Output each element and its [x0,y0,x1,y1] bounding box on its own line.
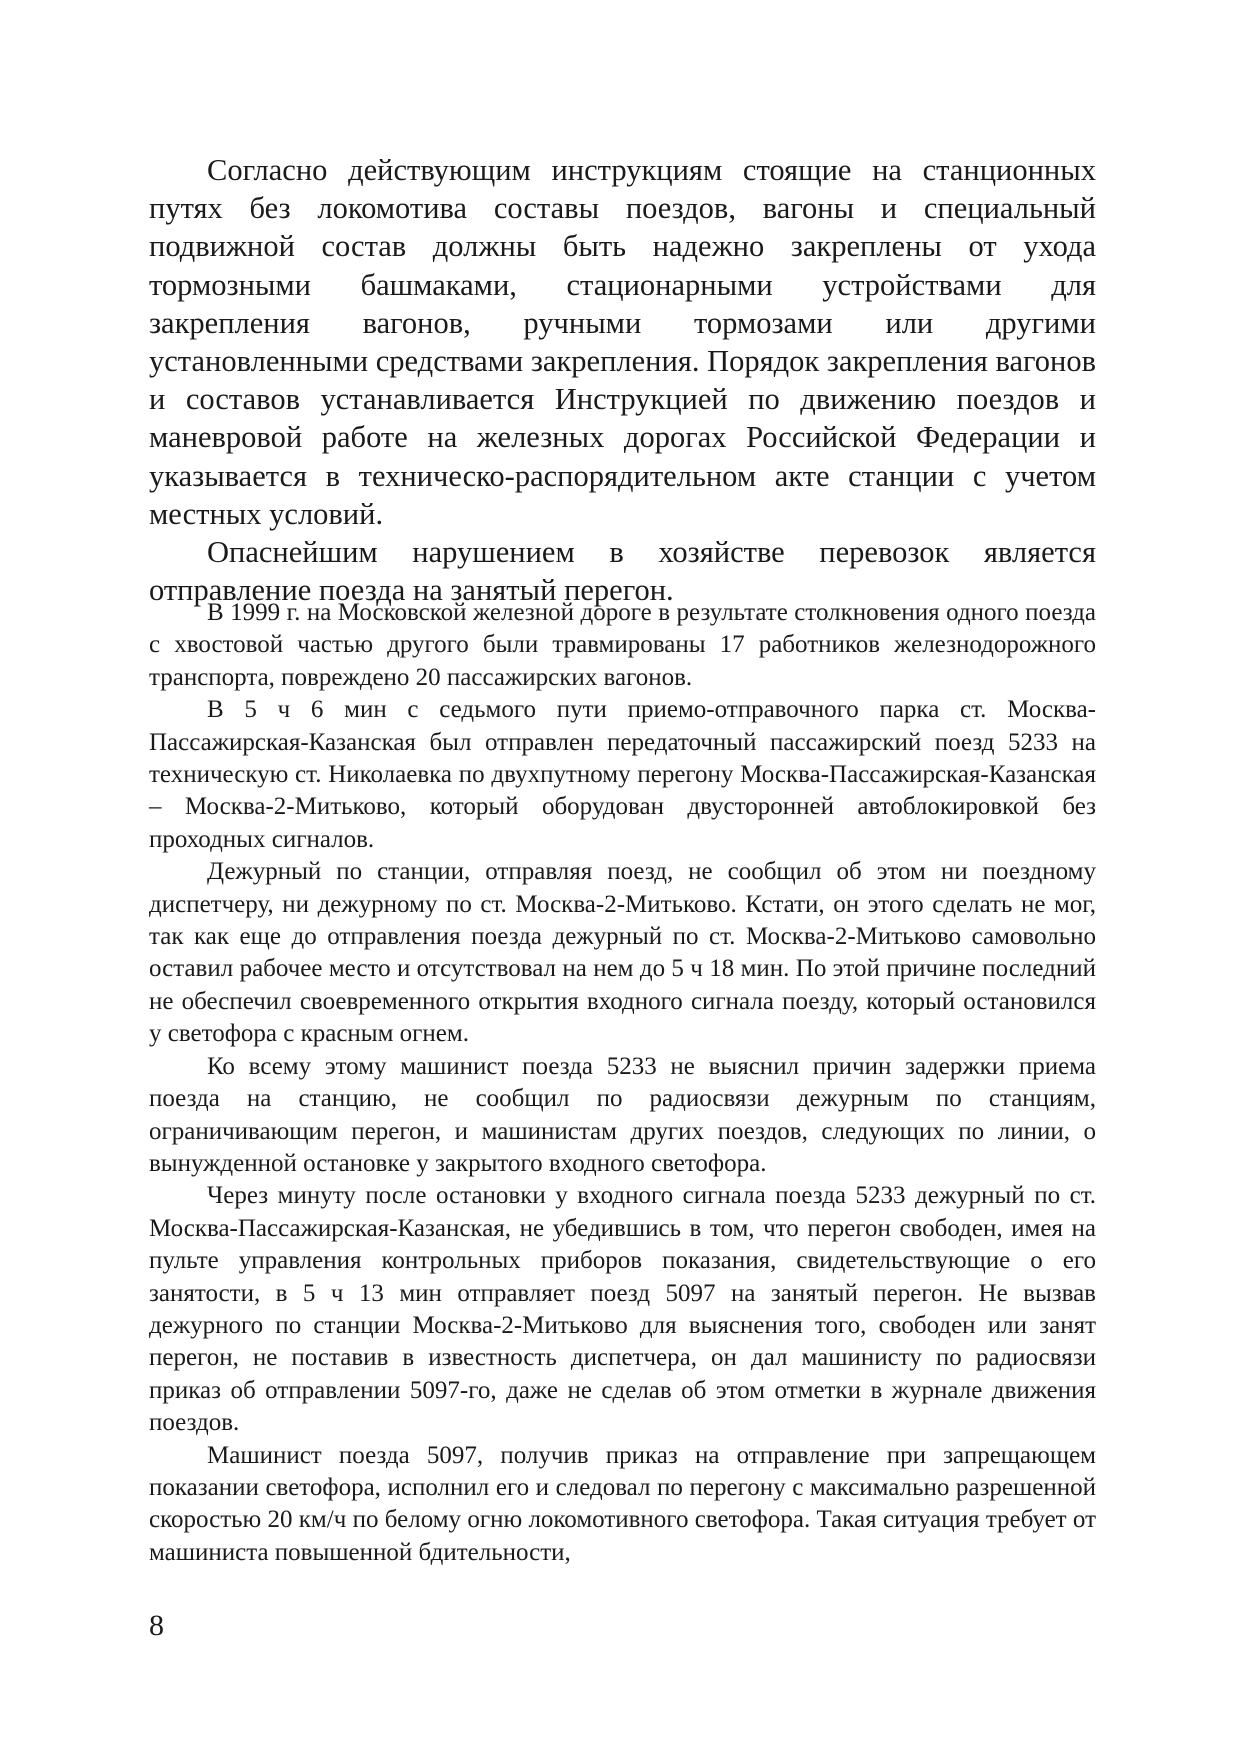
lead-paragraph-1: Согласно действующим инструкциям стоящие на станционных путях без локомотива составы поездов, вагоны и специальный подвижной состав должны быть надежно закреплены от ухода тормозными башмаками, стационарными устройствами для закрепления вагонов, ручными тормозами или другими установленными средствами закрепления. Порядок закрепления вагонов и составов устанавливается Инструкцией по движению поездов и маневровой работе на железных дорогах Российской Федерации и указывается в техническо-распорядительном акте станции с учетом местных условий. [149,153,1096,531]
lead-paragraph-2: Опаснейшим нарушением в хозяйстве перевозок является отправление поезда на занятый перегон. [149,535,1096,608]
body-paragraph-2: В 5 ч 6 мин с седьмого пути приемо-отправочного парка ст. Москва-Пассажирская-Казанская был отправлен передаточный пассажирский поезд 5233 на техническую ст. Николаевка по двухпутному перегону Москва-Пассажирская-Казанская – Москва-2-Митьково, который оборудован двусторонней автоблокировкой без проходных сигналов. [149,696,1096,853]
lead-section [149,151,1096,609]
body-paragraph-4: Ко всему этому машинист поезда 5233 не выяснил причин задержки приема поезда на станцию, не сообщил по радиосвязи дежурным по станциям, ограничивающим перегон, и машинистам других поездов, следующих по линии, о вынужденной остановке у закрытого входного светофора. [149,1052,1096,1177]
body-paragraph-3: Дежурный по станции, отправляя поезд, не сообщил об этом ни поездному диспетчеру, ни дежурному по ст. Москва-2-Митьково. Кстати, он этого сделать не мог, так как еще до отправления поезда дежурный по ст. Москва-2-Митьково самовольно оставил рабочее место и отсутствовал на нем до 5 ч 18 мин. По этой причине последний не обеспечил своевременного открытия входного сигнала поезду, который остановился у светофора с красным огнем. [149,858,1096,1048]
body-paragraph-6: Машинист поезда 5097, получив приказ на отправление при запрещающем показании светофора, исполнил его и следовал по перегону с максимально разрешенной скоростью 20 км/ч по белому огню локомотивного светофора. Такая ситуация требует от машиниста повышенной бдительности, [149,1441,1096,1566]
body-paragraph-1: В 1999 г. на Московской железной дороге в результате столкновения одного поезда с хвостовой частью другого были травмированы 17 работников железнодорожного транспорта, повреждено 20 пассажирских вагонов. [149,599,1096,691]
body-paragraph-5: Через минуту после остановки у входного сигнала поезда 5233 дежурный по ст. Москва-Пассажирская-Казанская, не убедившись в том, что перегон свободен, имея на пульте управления контрольных приборов показания, свидетельствующие о его занятости, в 5 ч 13 мин отправляет поезд 5097 на занятый перегон. Не вызвав дежурного по станции Москва-2-Митьково для выяснения того, свободен или занят перегон, не поставив в известность диспетчера, он дал машинисту по радиосвязи приказ об отправлении 5097-го, даже не сделав об этом отметки в журнале движения поездов. [149,1182,1096,1437]
page-number: 8 [149,1609,164,1642]
case-description-section [149,597,1096,1569]
